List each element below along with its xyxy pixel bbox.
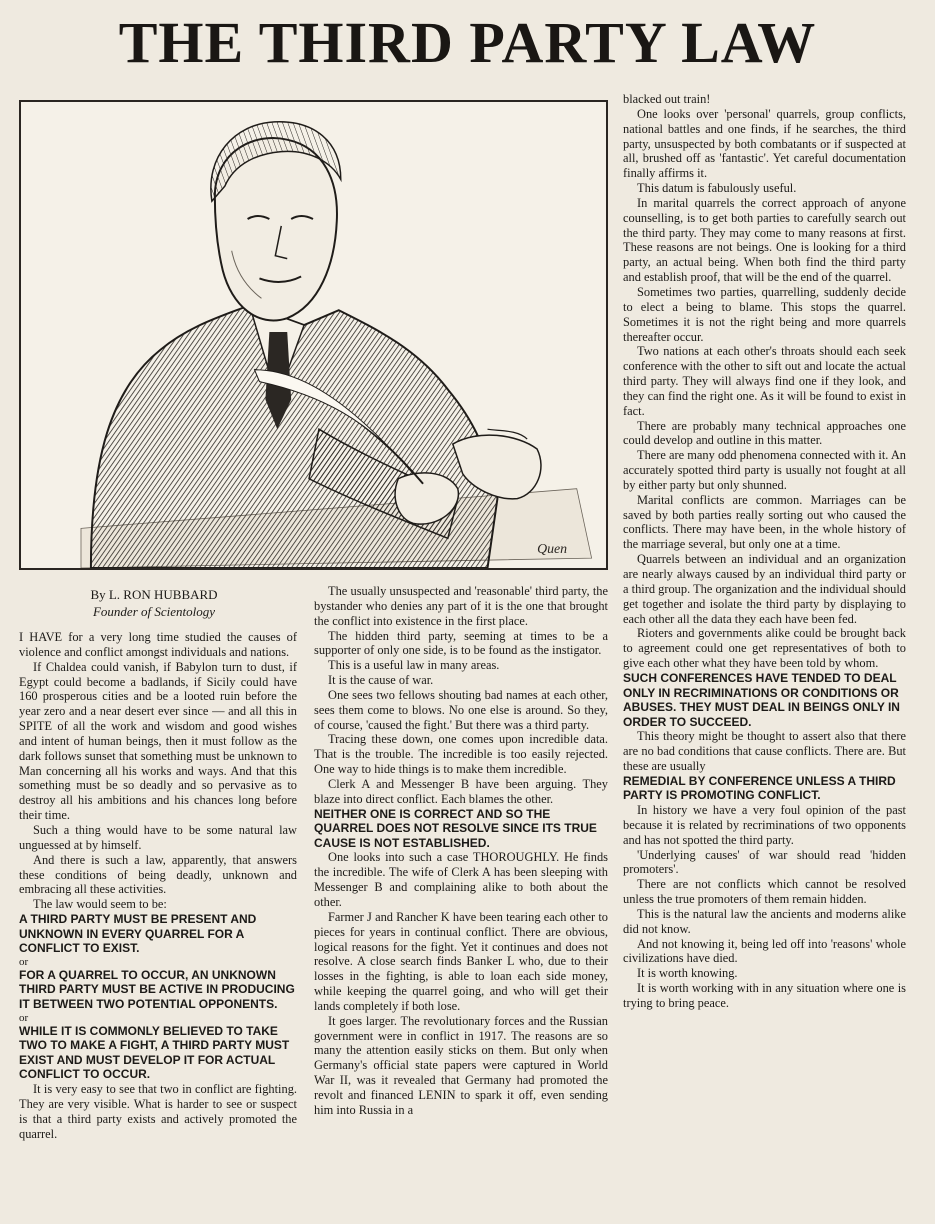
emphasis-statement: NEITHER ONE IS CORRECT AND SO THE QUARREL DOES NOT RESOLVE SINCE ITS TRUE CAUSE IS NOT ESTABLISHED. <box>314 806 597 850</box>
svg-text:Quen: Quen <box>537 542 568 558</box>
paragraph: Sometimes two parties, quarrelling, suddenly decide to elect a being to blame. This stops the quarrel. Sometimes it is not the right being and more quarrels thereafter occur. <box>623 284 906 344</box>
author-portrait-illustration <box>19 100 608 570</box>
portrait-sketch-icon <box>21 102 606 568</box>
paragraph: It is worth knowing. <box>637 966 738 981</box>
paragraph: Rioters and governments alike could be brought back to agreement could one get representatives of both to give each other what they have been told by whom. <box>623 626 906 671</box>
paragraph: There are probably many technical approaches one could develop and outline in this matter. <box>623 418 906 448</box>
paragraph: In marital quarrels the correct approach of anyone counselling, is to get both parties to carefully search out the third party. They may come to many reasons at first. These reasons are not beings. One is looking for a third party, an actual being. When both find the third party and establish proof, that will be the end of the quarrel. <box>623 195 906 285</box>
law-statement: WHILE IT IS COMMONLY BELIEVED TO TAKE TWO TO MAKE A FIGHT, A THIRD PARTY MUST EXIST AND MUST DEVELOP IT FOR ACTUAL CONFLICT TO OCCUR. <box>19 1023 290 1082</box>
paragraph: This theory might be thought to assert also that there are no bad conditions that cause conflicts. There are. But these are usually <box>623 729 906 773</box>
paragraph: Marital conflicts are common. Marriages can be saved by both parties really sorting out who caused the conflicts. There may have been, in the whole history of the marriage several, but only one at a time. <box>623 492 906 552</box>
column-1 <box>19 630 297 1141</box>
paragraph: This is a useful law in many areas. <box>328 658 500 673</box>
or-separator: or <box>19 1011 29 1024</box>
paragraph: There are many odd phenomena connected with it. An accurately spotted third party is usually not fought at all by either party but only shunned. <box>623 448 906 492</box>
paragraph: One looks into such a case THOROUGHLY. He finds the incredible. The wife of Clerk A has been sleeping with Messenger B and complaining alike to both about the other. <box>314 850 608 909</box>
paragraph: The law would seem to be: <box>33 897 167 912</box>
law-statement: A THIRD PARTY MUST BE PRESENT AND UNKNOWN IN EVERY QUARREL FOR A CONFLICT TO EXIST. <box>19 912 257 956</box>
paragraph: It goes larger. The revolutionary forces and the Russian government were in conflict in 1917. The reasons are so many the attention easily sticks on them. But only when Germany's official state papers were captured in World War II, was it revealed that Germany had promoted the revolt and financed LENIN to spark it off, even sending him into Russia in a <box>314 1013 608 1117</box>
law-statement: FOR A QUARREL TO OCCUR, AN UNKNOWN THIRD PARTY MUST BE ACTIVE IN PRODUCING IT BETWEEN TWO POTENTIAL OPPONENTS. <box>19 967 295 1011</box>
author-role: Founder of Scientology <box>92 604 216 619</box>
paragraph: It is worth working with in any situation where one is trying to bring peace. <box>623 981 906 1010</box>
paragraph: And not knowing it, being led off into 'reasons' whole civilizations have died. <box>623 936 906 966</box>
paragraph: Farmer J and Rancher K have been tearing each other to pieces for years in continual conflict. There are obvious, logical reasons for the fight. Yet it continues and does not resolve. A close search finds Banker L who, due to their losses in the fighting, is able to loan each side money, while keeping the quarrel going, and who will get their lands completely if both lose. <box>314 909 608 1013</box>
column-2 <box>314 584 608 1118</box>
paragraph: It is very easy to see that two in conflict are fighting. They are very visible. What is harder to see or suspect is that a third party exists and actively promoted the quarrel. <box>19 1081 297 1141</box>
paragraph: 'Underlying causes' of war should read 'hidden promoters'. <box>623 847 906 877</box>
paragraph: Two nations at each other's throats should each seek conference with the other to sift out and locate the actual third party. They will always find one if they look, and they can find the right one. As it will be found to exist in fact. <box>623 344 906 418</box>
paragraph: Quarrels between an individual and an organization are nearly always caused by an individual third party or a third group. The organization and the individual should get together and isolate the third party by displaying to each other all the data they each have been fed. <box>623 552 906 626</box>
paragraph: It is the cause of war. <box>328 673 434 688</box>
byline <box>19 586 289 620</box>
paragraph: I HAVE for a very long time studied the causes of violence and conflict amongst individuals and nations. <box>19 630 297 659</box>
paragraph: Clerk A and Messenger B have been arguing. They blaze into direct conflict. Each blames the other. <box>314 776 608 806</box>
paragraph: There are not conflicts which cannot be resolved unless the true promoters of them remain hidden. <box>623 877 906 907</box>
paragraph: This is the natural law the ancients and moderns alike did not know. <box>623 906 906 936</box>
paragraph: One sees two fellows shouting bad names at each other, sees them come to blows. No one else is around. So they, of course, 'caused the fight.' But there was a third party. <box>314 687 608 732</box>
column-3 <box>623 92 906 1011</box>
paragraph: blacked out train! <box>623 92 711 106</box>
author-name: By L. RON HUBBARD <box>90 587 218 602</box>
headline: THE THIRD PARTY LAW <box>118 10 817 75</box>
paragraph: The usually unsuspected and 'reasonable' third party, the bystander who denies any part of it is the one that brought the conflict into existence in the first place. <box>314 584 608 628</box>
paragraph: This datum is fabulously useful. <box>637 181 797 196</box>
emphasis-statement: SUCH CONFERENCES HAVE TENDED TO DEAL ONLY IN RECRIMINATIONS OR CONDITIONS OR ABUSES. THEY MUST DEAL IN BEINGS ONLY IN ORDER TO SUCCEED. <box>623 670 900 729</box>
paragraph: In history we have a very foul opinion of the past because it is related by recriminations of two opponents and has not spotted the third party. <box>623 803 906 847</box>
paragraph: One looks over 'personal' quarrels, group conflicts, national battles and one finds, if he searches, the third party, unsuspected by both combatants or if suspected at all, brushed off as 'fantastic'. Yet careful documentation finally affirms it. <box>623 106 906 181</box>
paragraph: The hidden third party, seeming at times to be a supporter of only one side, is to be found as the instigator. <box>314 628 608 658</box>
paragraph: If Chaldea could vanish, if Babylon turn to dust, if Egypt could become a badlands, if Sicily could have 160 prosperous cities and be a looted ruin before the year zero and a near desert ever since — and all this in SPITE of all the work and wisdom and good wishes and intent of human beings, then it must follow as the dark follows sunset that something must be unknown to Man concerning all his works and ways. And that this something must be so deadly and so pervasive as to destroy all his ambitions and his chances long before their time. <box>19 659 297 823</box>
paragraph: Tracing these down, one comes upon incredible data. That is the trouble. The incredible is too easily rejected. One way to hide things is to make them incredible. <box>314 732 608 777</box>
paragraph: Such a thing would have to be some natural law unguessed at by himself. <box>19 822 297 852</box>
or-separator: or <box>19 955 29 968</box>
paragraph: And there is such a law, apparently, that answers these conditions of being deadly, unknown and embracing all these activities. <box>19 852 297 897</box>
emphasis-statement: REMEDIAL BY CONFERENCE UNLESS A THIRD PARTY IS PROMOTING CONFLICT. <box>623 773 896 803</box>
